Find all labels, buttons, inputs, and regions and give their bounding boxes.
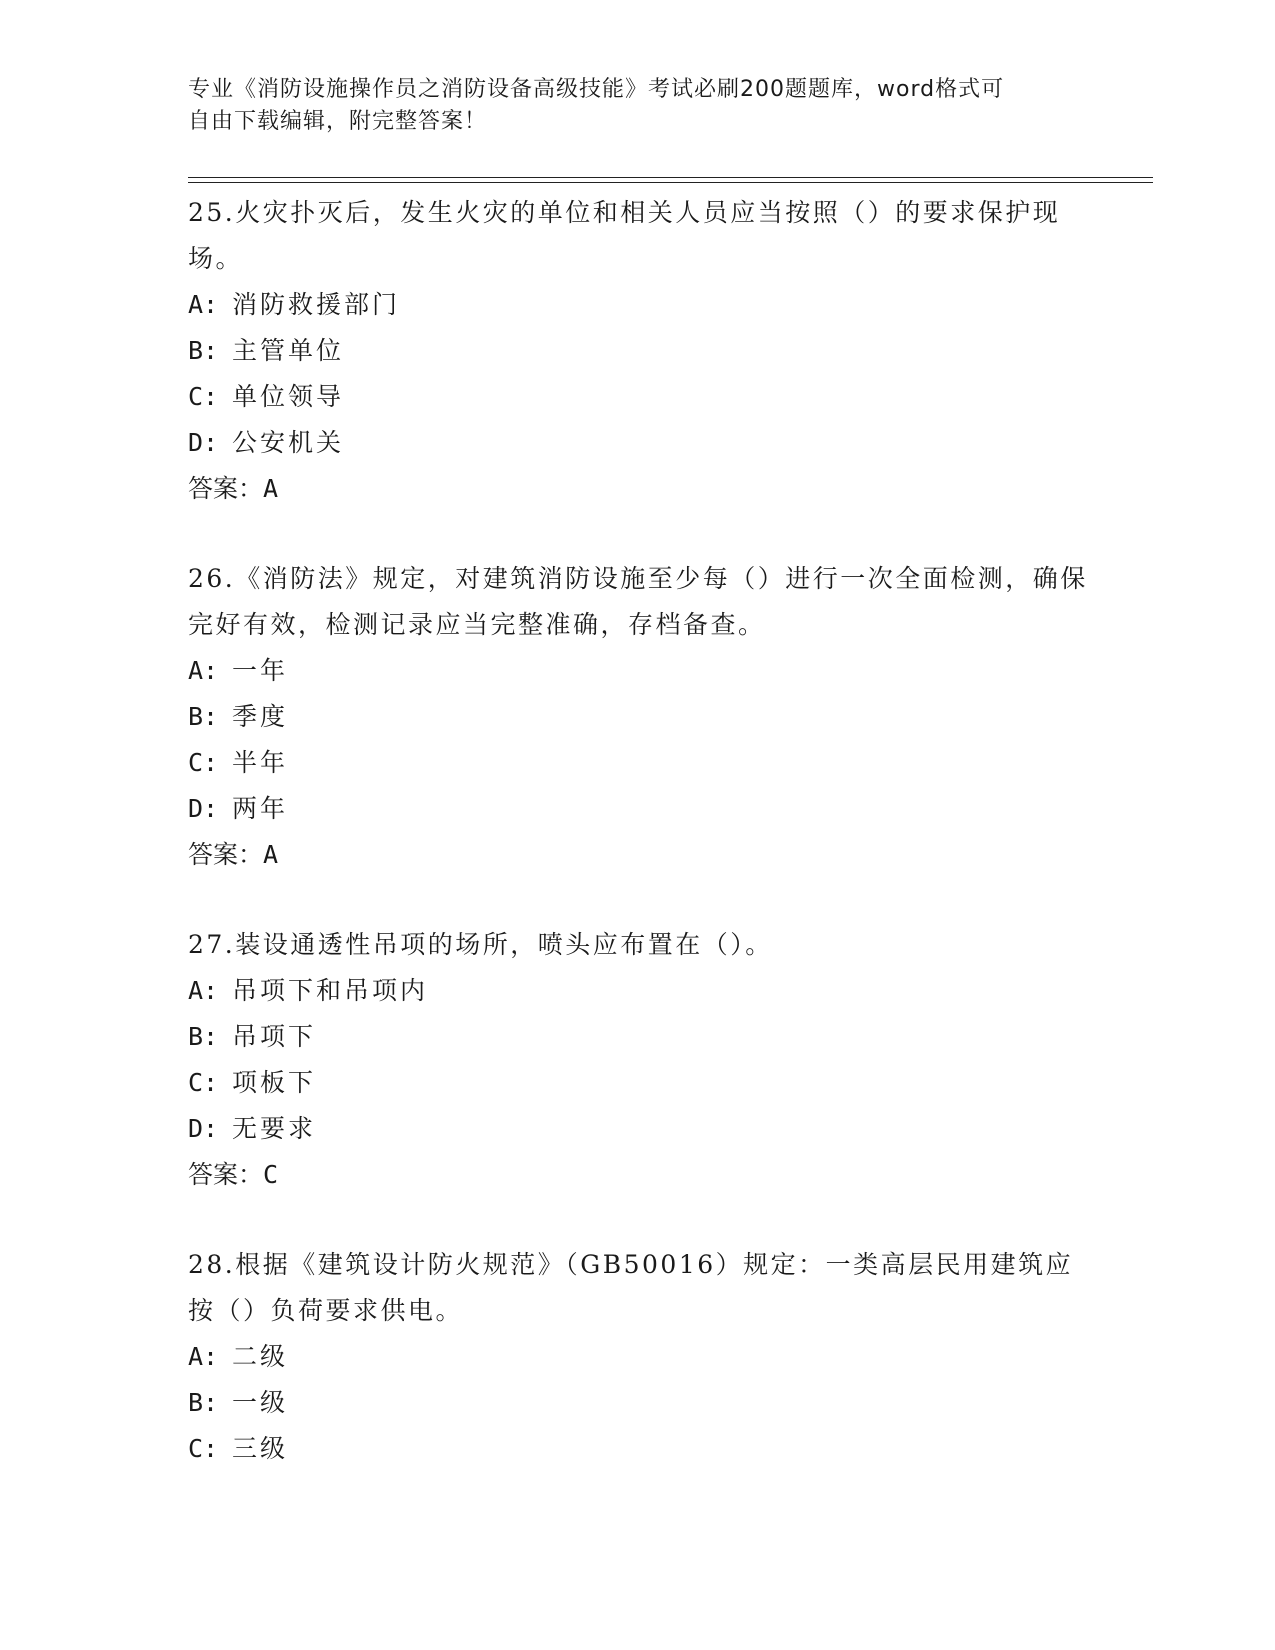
question-text: 27.装设通透性吊项的场所，喷头应布置在（）。 [188,930,773,959]
option-b [188,1014,1088,1060]
option-key: C: [188,382,219,411]
option-c [188,1060,1088,1106]
option-text: 吊项下和吊项内 [232,976,429,1005]
option-text: 无要求 [232,1114,317,1143]
option-text: 项板下 [232,1068,317,1097]
option-a [188,648,1088,694]
option-text: 一级 [232,1388,289,1417]
answer-label: 答案： [188,474,264,503]
header-divider-bottom [188,182,1153,183]
option-key: B: [188,1388,219,1417]
option-d [188,786,1088,832]
option-c [188,740,1088,786]
option-text: 消防救援部门 [232,290,401,319]
option-a [188,282,1088,328]
option-key: D: [188,428,219,457]
answer-value: A [263,474,279,503]
answer-value: C [263,1160,279,1189]
question-text: 26.《消防法》规定，对建筑消防设施至少每（）进行一次全面检测，确保完好有效，检测记录应当完整准确，存档备查。 [188,564,1088,639]
option-c [188,1426,1088,1472]
question-text: 28.根据《建筑设计防火规范》（GB50016）规定：一类高层民用建筑应按（）负荷要求供电。 [188,1250,1074,1325]
option-key: A: [188,1342,219,1371]
question-25 [188,190,1088,512]
option-b [188,328,1088,374]
answer-value: A [263,840,279,869]
option-key: C: [188,1068,219,1097]
header-divider-top [188,177,1153,178]
option-text: 单位领导 [232,382,345,411]
option-text: 公安机关 [232,428,345,457]
option-text: 主管单位 [232,336,345,365]
option-d [188,1106,1088,1152]
option-b [188,1380,1088,1426]
option-key: C: [188,748,219,777]
option-text: 三级 [232,1434,289,1463]
option-text: 一年 [232,656,289,685]
document-header [188,74,1068,138]
answer-line [188,1152,1088,1198]
option-a [188,1334,1088,1380]
option-key: B: [188,1022,219,1051]
option-text: 季度 [232,702,289,731]
answer-line [188,832,1088,878]
option-key: D: [188,1114,219,1143]
option-key: B: [188,702,219,731]
header-line-2: 自由下载编辑，附完整答案！ [188,109,488,134]
option-c [188,374,1088,420]
option-key: A: [188,656,219,685]
option-a [188,968,1088,1014]
answer-label: 答案： [188,1160,264,1189]
answer-line [188,466,1088,512]
option-key: C: [188,1434,219,1463]
question-list [188,190,1088,1516]
question-28 [188,1242,1088,1472]
option-key: D: [188,794,219,823]
option-b [188,694,1088,740]
answer-label: 答案： [188,840,264,869]
option-key: B: [188,336,219,365]
question-27 [188,922,1088,1198]
option-text: 二级 [232,1342,289,1371]
option-key: A: [188,290,219,319]
question-text: 25.火灾扑灭后，发生火灾的单位和相关人员应当按照（）的要求保护现场。 [188,198,1061,273]
option-text: 吊项下 [232,1022,317,1051]
option-text: 两年 [232,794,289,823]
option-text: 半年 [232,748,289,777]
option-key: A: [188,976,219,1005]
option-d [188,420,1088,466]
header-line-1: 专业《消防设施操作员之消防设备高级技能》考试必刷200题题库，word格式可 [188,77,1005,102]
question-26 [188,556,1088,878]
